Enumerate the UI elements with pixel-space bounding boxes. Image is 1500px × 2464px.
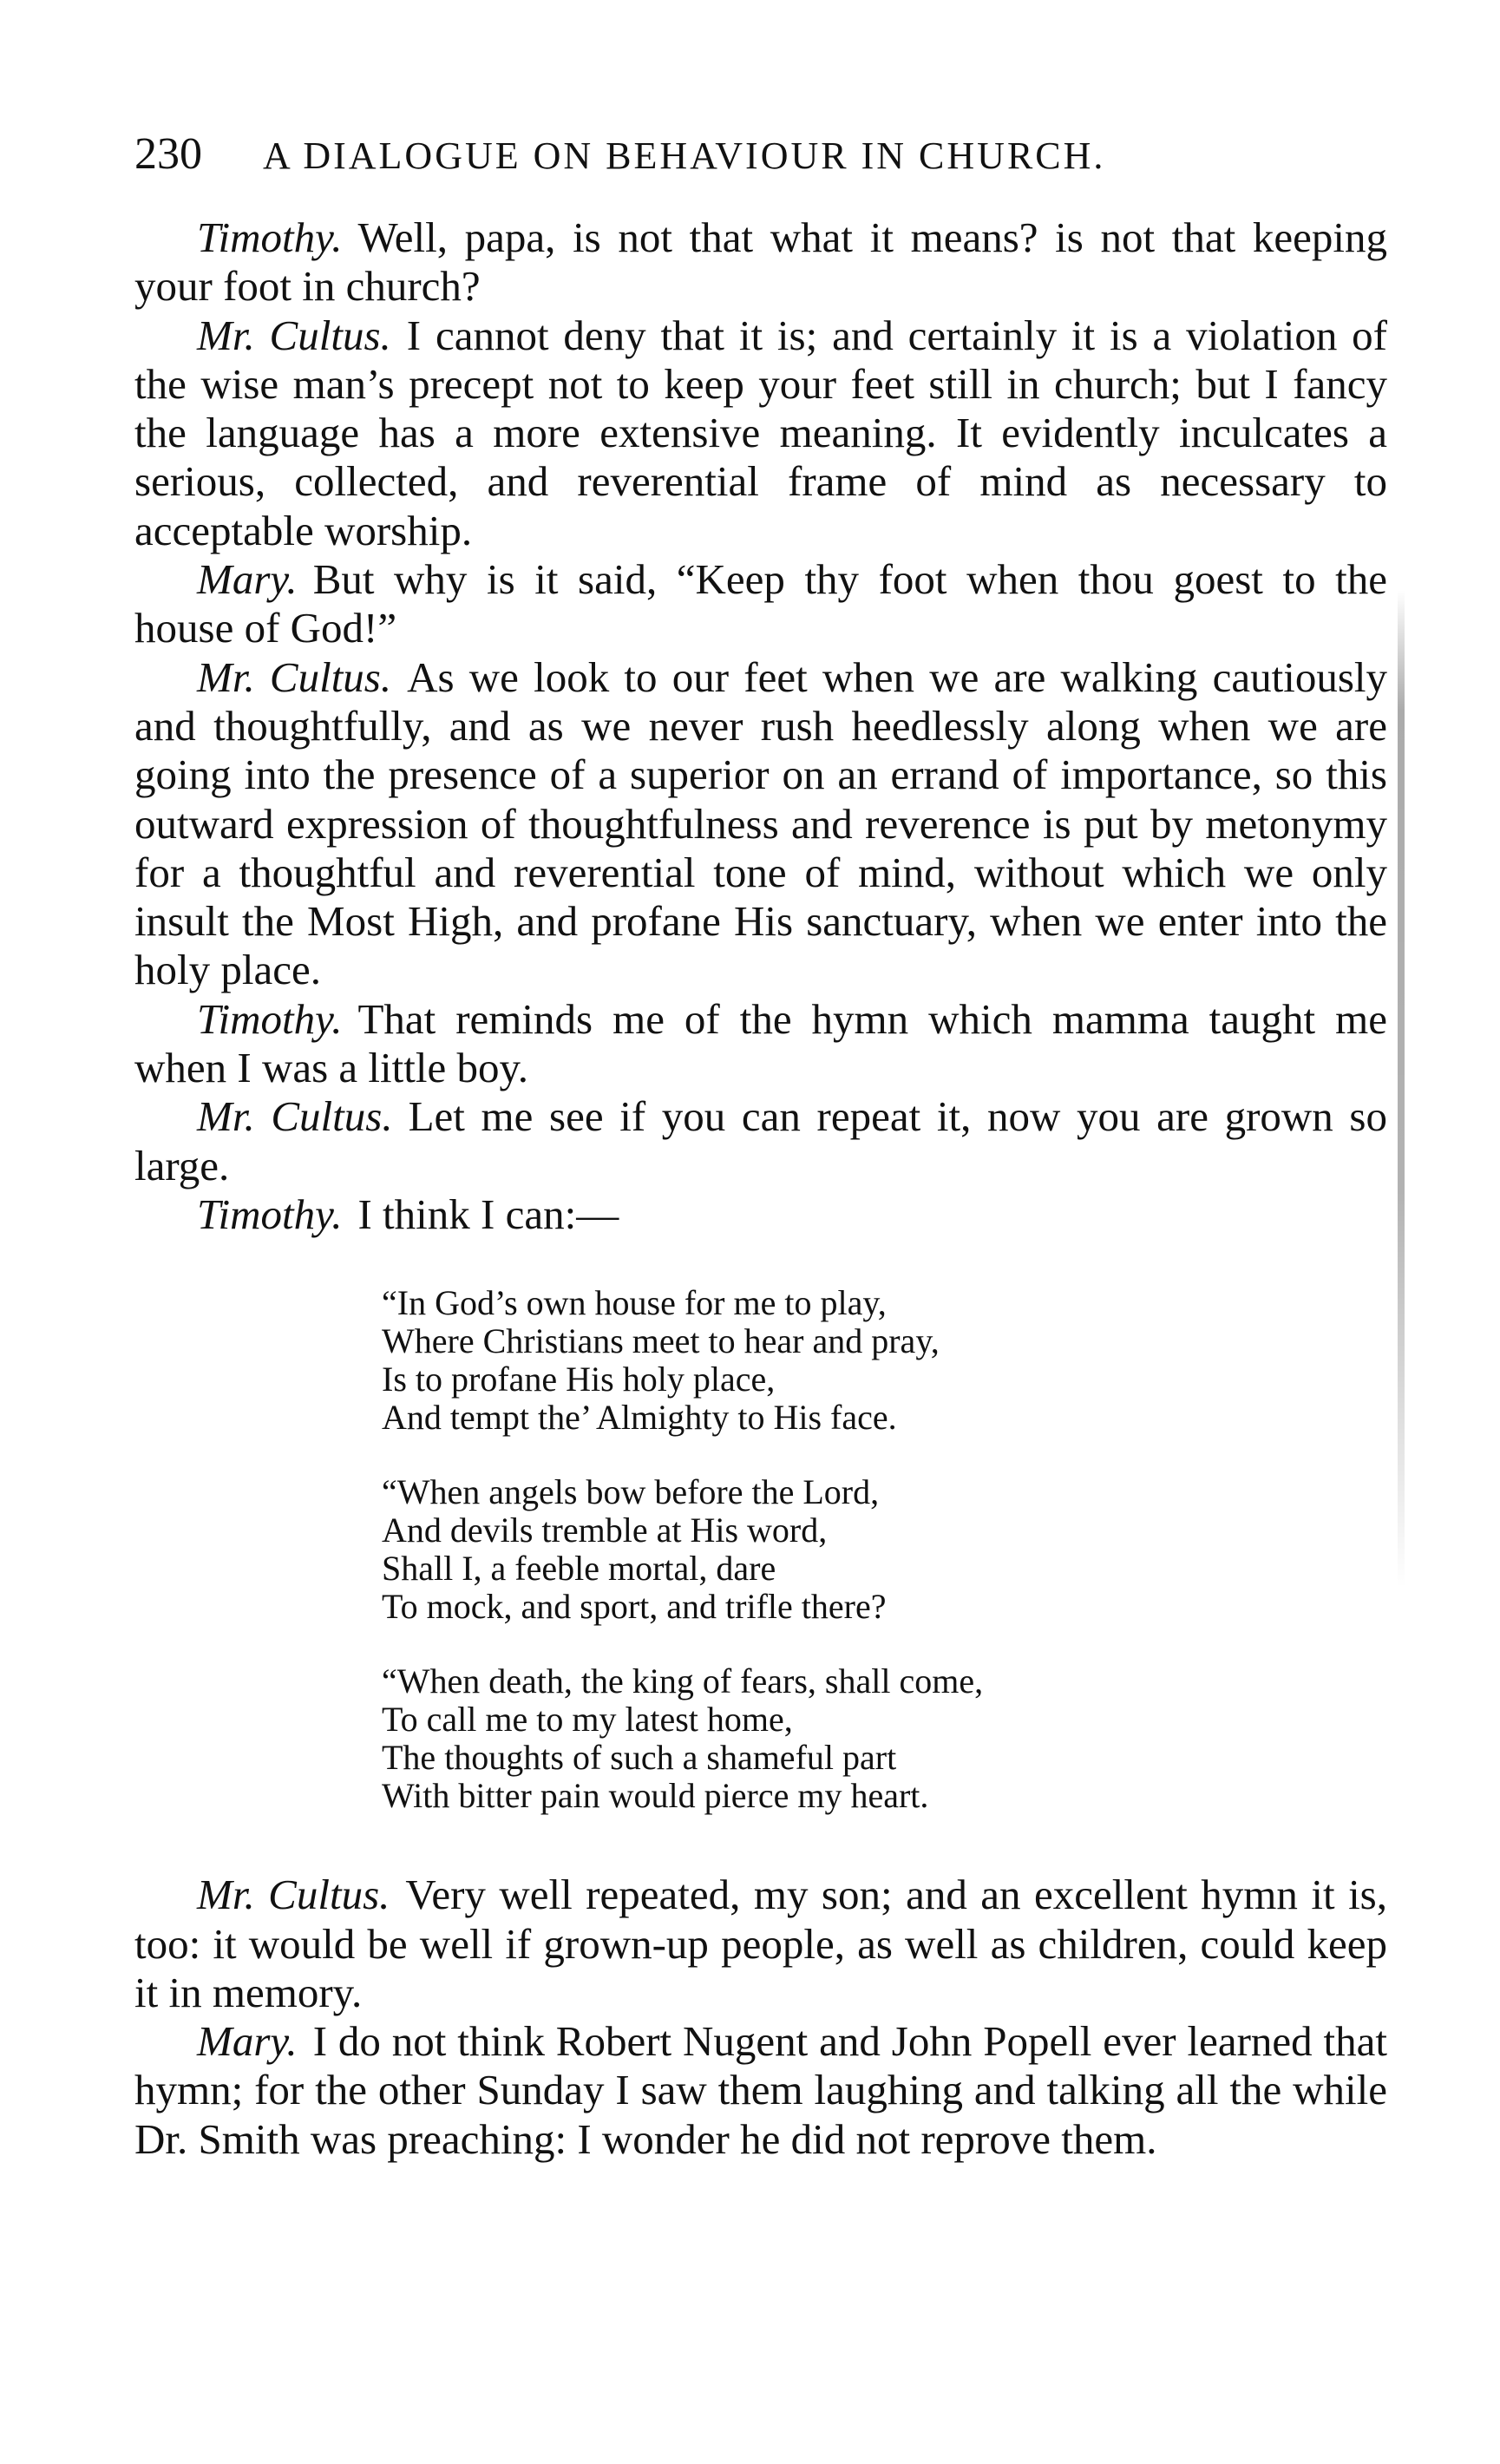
dialogue-paragraph (134, 311, 1387, 555)
hymn (382, 1284, 1387, 1815)
paragraph-text: Let me see if you can repeat it, now you are grown so large. (134, 1092, 1387, 1189)
hymn-stanza (382, 1662, 1387, 1815)
hymn-line: “When angels bow before the Lord, (382, 1472, 880, 1512)
paragraph-text: I think I can:— (357, 1189, 619, 1238)
speaker-name: Mr. Cultus. (197, 1871, 390, 1919)
dialogue-before-hymn (134, 213, 1387, 1239)
speaker-name: Timothy. (197, 213, 343, 261)
paragraph-text: As we look to our feet when we are walking cautiously and thoughtfully, and as we never rush heedlessly along when we are going into the presence of a superior on an errand of importance, so this outward expression of thoughtfulness and reverence is put by metonymy for a thoughtful and reverential tone of mind, without which we only insult the Most High, and profane His sanctuary, when we enter into the holy place. (134, 652, 1388, 994)
dialogue-paragraph (134, 1190, 1387, 1239)
paragraph-text: Well, papa, is not that what it means? is not that keeping your foot in church? (134, 213, 1387, 311)
speaker-name: Mary. (197, 2017, 298, 2066)
dialogue-paragraph (134, 555, 1387, 653)
dialogue-paragraph (134, 995, 1387, 1093)
hymn-line: “In God’s own house for me to play, (382, 1283, 887, 1323)
paragraph-text: I cannot deny that it is; and certainly it is a violation of the wise man’s precept not to keep your feet still in church; but I fancy the language has a more extensive meaning. It evidently inculcates a serious, collected, and reverential frame of mind as necessary to acceptable worship. (134, 311, 1388, 554)
paragraph-text: Very well repeated, my son; and an excellent hymn it is, too: it would be well if grown-up people, as well as children, could keep it in memory. (134, 1871, 1387, 2016)
hymn-line: And devils tremble at His word, (382, 1511, 828, 1550)
hymn-line: And tempt the’ Almighty to His face. (382, 1398, 897, 1438)
running-head-title: A DIALOGUE ON BEHAVIOUR IN CHURCH. (263, 134, 1106, 177)
dialogue-paragraph (134, 213, 1387, 311)
speaker-name: Mr. Cultus. (197, 652, 392, 701)
paragraph-text: But why is it said, “Keep thy foot when thou goest to the house of God!” (134, 555, 1387, 652)
speaker-name: Timothy. (197, 994, 343, 1043)
hymn-stanza (382, 1284, 1387, 1437)
hymn-line: With bitter pain would pierce my heart. (382, 1776, 929, 1816)
paragraph-text: I do not think Robert Nugent and John Popell ever learned that hymn; for the other Sunday I saw them laughing and talking all the while Dr. Smith was preaching: I wonder he did not reprove them. (134, 2017, 1387, 2163)
dialogue-paragraph (134, 1871, 1387, 2017)
dialogue-paragraph (134, 653, 1387, 995)
speaker-name: Mr. Cultus. (197, 311, 391, 359)
hymn-stanza (382, 1473, 1387, 1626)
binding-shadow (1398, 590, 1405, 1588)
hymn-line: Where Christians meet to hear and pray, (382, 1321, 940, 1361)
hymn-line: The thoughts of such a shameful part (382, 1738, 897, 1778)
speaker-name: Mr. Cultus. (197, 1092, 393, 1141)
hymn-line: “When death, the king of fears, shall come, (382, 1661, 984, 1701)
speaker-name: Mary. (197, 555, 298, 604)
hymn-line: Is to profane His holy place, (382, 1360, 776, 1399)
hymn-line: To call me to my latest home, (382, 1700, 793, 1740)
page-number: 230 (134, 129, 202, 179)
hymn-line: To mock, and sport, and trifle there? (382, 1587, 887, 1627)
dialogue-paragraph (134, 1092, 1387, 1190)
dialogue-paragraph (134, 2017, 1387, 2164)
running-head (134, 130, 1387, 180)
dialogue-after-hymn (134, 1871, 1387, 2164)
hymn-line: Shall I, a feeble mortal, dare (382, 1549, 776, 1589)
speaker-name: Timothy. (197, 1189, 343, 1238)
paragraph-text: That reminds me of the hymn which mamma taught me when I was a little boy. (134, 994, 1387, 1092)
